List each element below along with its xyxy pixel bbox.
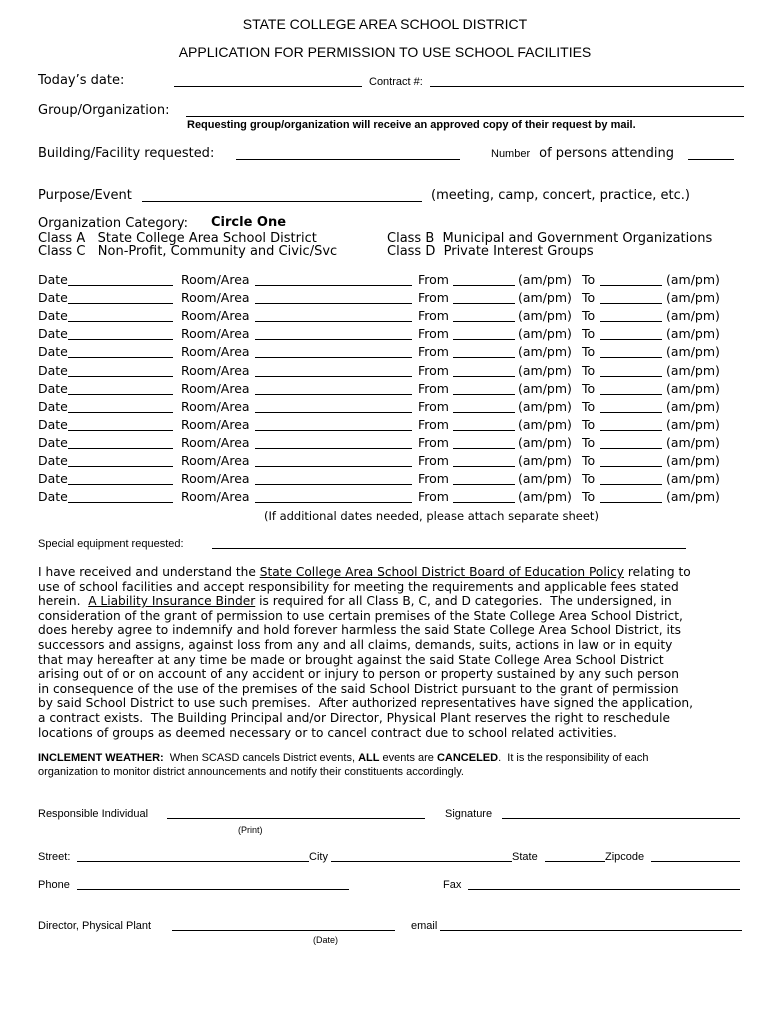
room-label: Room/Area [181, 453, 250, 468]
to-ampm: (am/pm) [666, 416, 720, 432]
to-label: To [582, 362, 596, 378]
to-time-field[interactable] [600, 448, 662, 449]
from-ampm: (am/pm) [518, 362, 572, 378]
to-label: To [582, 453, 596, 468]
from-time-field[interactable] [453, 448, 515, 449]
email-label: email [411, 920, 438, 932]
date-field[interactable] [68, 394, 173, 395]
from-time-field[interactable] [453, 502, 515, 503]
to-label: To [582, 290, 596, 306]
phone-field[interactable] [77, 889, 349, 890]
room-label: Room/Area [181, 416, 250, 432]
building-field[interactable] [236, 159, 460, 160]
from-ampm: (am/pm) [518, 471, 572, 487]
from-label: From [418, 290, 449, 306]
street-field[interactable] [77, 861, 309, 862]
to-time-field[interactable] [600, 339, 662, 340]
date-label: Date [38, 308, 68, 324]
from-time-field[interactable] [453, 357, 515, 358]
date-label: Date [38, 290, 68, 306]
zip-field[interactable] [651, 861, 740, 862]
to-label: To [582, 344, 596, 360]
from-label: From [418, 380, 449, 396]
fax-label: Fax [443, 879, 462, 891]
from-label: From [418, 272, 449, 287]
from-time-field[interactable] [453, 285, 515, 286]
from-ampm: (am/pm) [518, 344, 572, 360]
contract-label: Contract #: [369, 76, 423, 88]
circle-one: Circle One [211, 215, 287, 230]
room-label: Room/Area [181, 344, 250, 360]
email-field[interactable] [440, 930, 742, 931]
state-label: State [512, 851, 538, 863]
date-field[interactable] [68, 412, 173, 413]
responsible-field[interactable] [167, 818, 425, 819]
street-label: Street: [38, 851, 71, 863]
city-label: City [309, 851, 328, 863]
from-label: From [418, 489, 449, 505]
to-label: To [582, 489, 596, 505]
date-field[interactable] [68, 466, 173, 467]
building-label: Building/Facility requested: [38, 146, 215, 161]
date-field[interactable] [68, 321, 173, 322]
equipment-field[interactable] [212, 548, 686, 549]
from-label: From [418, 471, 449, 487]
to-label: To [582, 380, 596, 396]
to-ampm: (am/pm) [666, 398, 720, 414]
date-label: Date [38, 489, 68, 505]
class-a[interactable]: Class A State College Area School District [38, 231, 317, 246]
class-c[interactable]: Class C Non-Profit, Community and Civic/Svc [38, 244, 338, 259]
to-time-field[interactable] [600, 394, 662, 395]
to-time-field[interactable] [600, 321, 662, 322]
from-time-field[interactable] [453, 303, 515, 304]
room-field[interactable] [255, 430, 412, 431]
print-caption: (Print) [238, 825, 263, 835]
room-field[interactable] [255, 448, 412, 449]
to-time-field[interactable] [600, 484, 662, 485]
to-label: To [582, 272, 596, 287]
date-field[interactable] [68, 339, 173, 340]
room-field[interactable] [255, 303, 412, 304]
to-ampm: (am/pm) [666, 471, 720, 487]
room-field[interactable] [255, 466, 412, 467]
room-label: Room/Area [181, 326, 250, 342]
city-field[interactable] [331, 861, 512, 862]
purpose-label: Purpose/Event [38, 188, 132, 203]
from-label: From [418, 434, 449, 450]
room-label: Room/Area [181, 489, 250, 505]
date-label: Date [38, 380, 68, 396]
from-time-field[interactable] [453, 484, 515, 485]
from-time-field[interactable] [453, 394, 515, 395]
from-time-field[interactable] [453, 412, 515, 413]
from-ampm: (am/pm) [518, 326, 572, 342]
to-ampm: (am/pm) [666, 308, 720, 324]
date-field[interactable] [68, 484, 173, 485]
director-field[interactable] [172, 930, 395, 931]
date-field[interactable] [68, 376, 173, 377]
from-time-field[interactable] [453, 376, 515, 377]
from-ampm: (am/pm) [518, 398, 572, 414]
room-label: Room/Area [181, 362, 250, 378]
from-time-field[interactable] [453, 430, 515, 431]
date-label: Date [38, 326, 68, 342]
signature-label: Signature [445, 808, 493, 820]
from-label: From [418, 398, 449, 414]
weather-text: INCLEMENT WEATHER: When SCASD cancels District events, ALL events are CANCELED. It is the responsibility of each [38, 752, 649, 764]
from-label: From [418, 453, 449, 468]
from-label: From [418, 362, 449, 378]
schedule-note: (If additional dates needed, please attach separate sheet) [264, 509, 599, 523]
date-field[interactable] [68, 285, 173, 286]
room-field[interactable] [255, 394, 412, 395]
to-ampm: (am/pm) [666, 362, 720, 378]
room-label: Room/Area [181, 434, 250, 450]
date-label: Date [38, 398, 68, 414]
to-label: To [582, 326, 596, 342]
to-ampm: (am/pm) [666, 290, 720, 306]
class-b[interactable]: Class B Municipal and Government Organizations [387, 231, 713, 246]
purpose-hint: (meeting, camp, concert, practice, etc.) [431, 188, 690, 203]
date-label: Date [38, 272, 68, 287]
to-ampm: (am/pm) [666, 326, 720, 342]
to-ampm: (am/pm) [666, 434, 720, 450]
date-field[interactable] [68, 303, 173, 304]
phone-label: Phone [38, 879, 70, 891]
to-ampm: (am/pm) [666, 344, 720, 360]
room-field[interactable] [255, 502, 412, 503]
room-label: Room/Area [181, 471, 250, 487]
room-field[interactable] [255, 376, 412, 377]
from-ampm: (am/pm) [518, 453, 572, 468]
group-label: Group/Organization: [38, 103, 170, 118]
to-time-field[interactable] [600, 303, 662, 304]
to-label: To [582, 471, 596, 487]
group-note: Requesting group/organization will receive an approved copy of their request by mail. [187, 119, 636, 131]
room-label: Room/Area [181, 398, 250, 414]
policy-link: State College Area School District Board of Education Policy [259, 565, 625, 579]
to-time-field[interactable] [600, 357, 662, 358]
from-label: From [418, 308, 449, 324]
date-label: Date [38, 344, 68, 360]
date-caption: (Date) [313, 935, 339, 945]
class-d[interactable]: Class D Private Interest Groups [387, 244, 594, 259]
purpose-field[interactable] [142, 201, 422, 202]
date-field[interactable] [68, 448, 173, 449]
contract-field[interactable] [430, 86, 744, 87]
from-ampm: (am/pm) [518, 489, 572, 505]
from-label: From [418, 416, 449, 432]
form-title: APPLICATION FOR PERMISSION TO USE SCHOOL FACILITIES [178, 44, 592, 60]
room-label: Room/Area [181, 308, 250, 324]
from-ampm: (am/pm) [518, 416, 572, 432]
date-field[interactable] [68, 502, 173, 503]
room-field[interactable] [255, 357, 412, 358]
room-field[interactable] [255, 285, 412, 286]
persons-field[interactable] [688, 159, 734, 160]
fax-field[interactable] [468, 889, 740, 890]
date-label: Date [38, 362, 68, 378]
to-ampm: (am/pm) [666, 453, 720, 468]
to-time-field[interactable] [600, 430, 662, 431]
from-time-field[interactable] [453, 321, 515, 322]
from-time-field[interactable] [453, 339, 515, 340]
to-time-field[interactable] [600, 502, 662, 503]
number-label: Number [491, 148, 531, 160]
date-label: Date [38, 453, 68, 468]
to-time-field[interactable] [600, 376, 662, 377]
date-label: Date [38, 434, 68, 450]
date-field[interactable] [68, 430, 173, 431]
room-field[interactable] [255, 339, 412, 340]
todays-date-label: Today’s date: [38, 73, 125, 88]
date-field[interactable] [68, 357, 173, 358]
room-field[interactable] [255, 484, 412, 485]
agreement-text: I have received and understand the State College Area School District Board of Education Policy relating to use of school facilities and accept responsibility for meeting the requirements and applicable fees stated herein. A Liability Insurance Binder is required for all Class B, C, and D categories. The undersigned, in consideration of the grant of permission to use certain premises of the State College Area School District, does hereby agree to indemnify and hold forever harmless the said State College Area School District, its successors and assigns, against loss from any and all claims, demands, suits, actions in law or in equity that may hereafter at any time be made or brought against the said State College Area School District arising out of or on account of any accident or injury to person or property sustained by any such person in consequence of the use of the premises of the said School District pursuant to the grant of permission by said School District to use such premises. After authorized representatives have signed the application, a contract exists. The Building Principal and/or Director, Physical Plant reserves the right to reschedule locations of groups as deemed necessary or to cancel contract due to school related activities. [38, 565, 693, 740]
binder-text: A Liability Insurance Binder [88, 594, 256, 609]
to-time-field[interactable] [600, 466, 662, 467]
date-label: Date [38, 471, 68, 487]
group-field[interactable] [186, 116, 744, 117]
to-label: To [582, 398, 596, 414]
category-label: Organization Category: [38, 216, 189, 231]
from-time-field[interactable] [453, 466, 515, 467]
to-label: To [582, 416, 596, 432]
responsible-label: Responsible Individual [38, 808, 149, 820]
to-time-field[interactable] [600, 412, 662, 413]
room-label: Room/Area [181, 380, 250, 396]
room-field[interactable] [255, 321, 412, 322]
todays-date-field[interactable] [174, 86, 362, 87]
to-ampm: (am/pm) [666, 272, 720, 287]
to-ampm: (am/pm) [666, 380, 720, 396]
zip-label: Zipcode [605, 851, 645, 863]
from-label: From [418, 326, 449, 342]
district-title: STATE COLLEGE AREA SCHOOL DISTRICT [242, 16, 528, 32]
to-label: To [582, 308, 596, 324]
director-label: Director, Physical Plant [38, 920, 152, 932]
state-field[interactable] [545, 861, 605, 862]
from-ampm: (am/pm) [518, 290, 572, 306]
from-ampm: (am/pm) [518, 434, 572, 450]
to-time-field[interactable] [600, 285, 662, 286]
to-label: To [582, 434, 596, 450]
persons-label: of persons attending [535, 146, 675, 161]
from-ampm: (am/pm) [518, 272, 572, 287]
signature-field[interactable] [502, 818, 740, 819]
weather-text-2: organization to monitor district announcements and notify their constituents accordingly. [38, 766, 464, 778]
room-label: Room/Area [181, 290, 250, 306]
date-label: Date [38, 416, 68, 432]
room-label: Room/Area [181, 272, 250, 287]
room-field[interactable] [255, 412, 412, 413]
from-ampm: (am/pm) [518, 380, 572, 396]
to-ampm: (am/pm) [666, 489, 720, 505]
equipment-label: Special equipment requested: [38, 538, 184, 550]
from-ampm: (am/pm) [518, 308, 572, 324]
from-label: From [418, 344, 449, 360]
